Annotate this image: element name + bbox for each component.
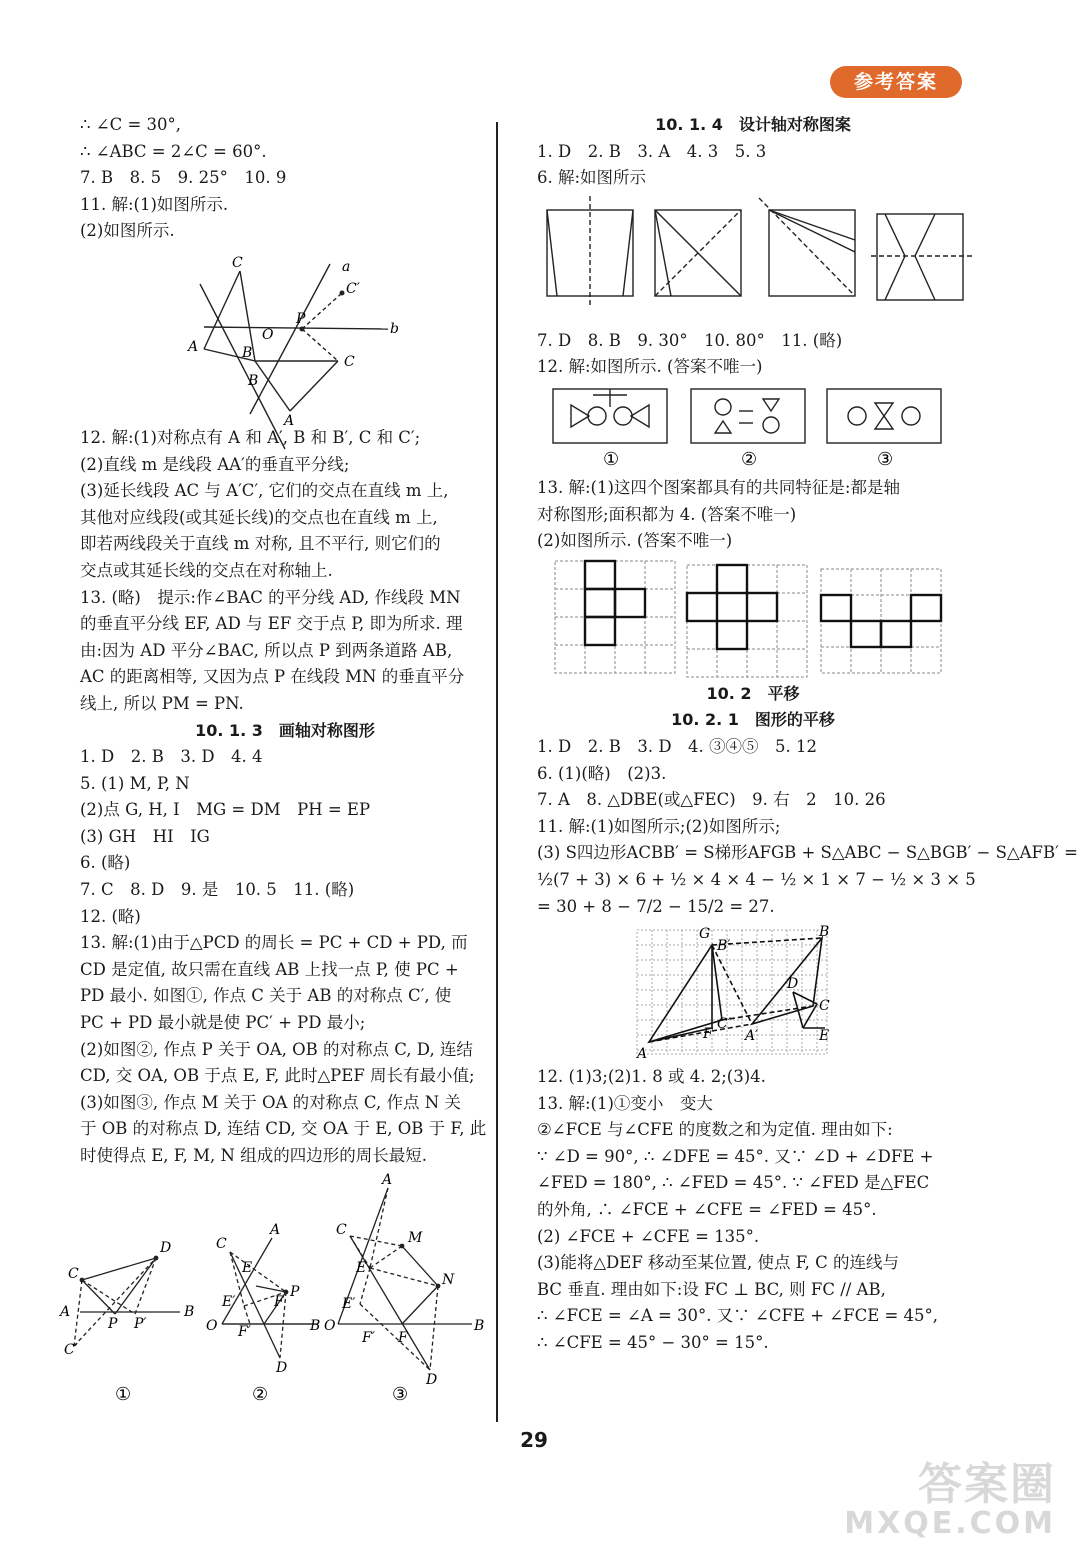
text-line: 由:因为 AD 平分∠BAC, 所以点 P 到两条道路 AB, [80,640,453,660]
figure-6-squares [537,196,977,324]
text-line: = 30 + 8 − 7/2 − 15/2 = 27. [537,896,775,916]
text-line: (2)点 G, H, I MG = DM PH = EP [80,800,371,820]
svg-text:G: G [699,926,711,943]
svg-text:E′: E′ [342,1295,356,1312]
text-line: 7. C 8. D 9. 是 10. 5 11. (略) [80,880,355,900]
section-heading: 10. 2 平移 [706,683,800,703]
text-line: 13. 解:(1)由于△PCD 的周长 = PC + CD + PD, 而 [80,933,468,953]
svg-text:A: A [382,1171,393,1188]
svg-text:N: N [442,1271,455,1288]
figure-label: ② [252,1383,269,1405]
svg-text:B′: B′ [717,938,731,955]
text-line: (2)直线 m 是线段 AA′的垂直平分线; [80,454,350,474]
figure-12-patterns [537,385,977,471]
svg-text:E: E [356,1259,367,1276]
text-line: ∴ ∠FCE = ∠A = 30°. 又∵ ∠CFE + ∠FCE = 45°, [537,1306,939,1326]
text-line: ②∠FCE 与∠CFE 的度数之和为定值. 理由如下: [537,1120,893,1140]
svg-text:A: A [60,1303,71,1320]
text-line: ∵ ∠D = 90°, ∴ ∠DFE = 45°. 又∵ ∠D + ∠DFE + [537,1146,934,1166]
text-line: 7. A 8. △DBE(或△FEC) 9. 右 2 10. 26 [537,790,886,810]
page-number: 29 [520,1428,548,1452]
svg-text:D: D [787,976,799,993]
text-line: 12. (1)3;(2)1. 8 或 4. 2;(3)4. [537,1067,766,1087]
svg-text:D: D [160,1239,172,1256]
watermark-line: 答案圈 [918,1459,1056,1510]
text-line: 1. D 2. B 3. D 4. 4 [80,747,263,767]
watermark-line: MXQE.COM [844,1506,1056,1541]
svg-text:C: C [819,998,830,1015]
left-column [60,112,490,1410]
text-line: 时使得点 E, F, M, N 组成的四边形的周长最短. [80,1146,427,1165]
svg-text:D: D [426,1371,438,1388]
svg-text:E′: E′ [222,1293,236,1310]
text-line: (3)能将△DEF 移动至某位置, 使点 F, C 的连线与 [537,1253,900,1273]
text-line: 6. (1)(略) (2)3. [537,763,667,783]
figure-label: ③ [877,448,894,470]
svg-text:a: a [342,258,351,275]
svg-text:C′: C′ [717,1016,731,1033]
text-line: 1. D 2. B 3. D 4. ③④⑤ 5. 12 [537,736,818,756]
text-line: 1. D 2. B 3. A 4. 3 5. 3 [537,141,767,161]
column-divider [496,122,498,1422]
svg-text:M: M [408,1229,423,1246]
text-line: 6. (略) [80,853,131,873]
text-line: 13. (略) 提示:作∠BAC 的平分线 AD, 作线段 MN [80,587,461,607]
text-line: (2)如图所示. (答案不唯一) [537,531,733,551]
svg-text:b: b [390,320,399,337]
text-line: ∴ ∠CFE = 45° − 30° = 15°. [537,1333,769,1353]
svg-text:C: C [232,254,243,271]
svg-text:P: P [296,310,306,327]
watermark [844,1448,1056,1541]
text-line: 13. 解:(1)这四个图案都具有的共同特征是:都是轴 [537,477,900,497]
text-line: CD, 交 OA, OB 于点 E, F, 此时△PEF 周长有最小值; [80,1066,475,1086]
svg-text:O: O [324,1317,336,1334]
svg-text:B: B [819,924,830,941]
figure-label: ② [741,448,758,470]
svg-text:A: A [270,1221,281,1238]
svg-text:A: A [637,1046,648,1063]
text-line: (3)如图③, 作点 M 关于 OA 的对称点 C, 作点 N 关 [80,1092,461,1112]
text-line: PD 最小. 如图①, 作点 C 关于 AB 的对称点 C′, 使 [80,986,452,1006]
text-line: CD 是定值, 故只需在直线 AB 上找一点 P, 使 PC + [80,959,459,979]
svg-text:B: B [184,1303,195,1320]
svg-text:C: C [216,1235,227,1252]
svg-text:B: B [310,1317,321,1334]
text-line: 线上, 所以 PM = PN. [80,693,244,713]
svg-text:B: B [474,1317,485,1334]
text-line: ½(7 + 3) × 6 + ½ × 4 × 4 − ½ × 1 × 7 − ½ × 3 × 5 [537,869,976,889]
text-line: ∴ ∠C = 30°, [80,115,181,134]
text-line: 其他对应线段(或其延长线)的交点也在直线 m 上, [80,507,438,527]
svg-text:D: D [276,1359,288,1376]
figure-11-symmetry [80,249,490,429]
answer-key-badge: 参考答案 [830,66,962,98]
text-line: (3) S四边形ACBB′ = S梯形AFGB + S△ABC − S△BGB′ − S△AFB′ = [537,843,1078,863]
text-line: 对称图形;面积都为 4. (答案不唯一) [537,504,797,524]
svg-text:O: O [262,326,274,343]
svg-text:E: E [819,1028,830,1045]
figure-13-grid-patterns [537,559,977,677]
text-line: 的外角, ∴ ∠FCE + ∠CFE = ∠FED = 45°. [537,1200,877,1220]
svg-text:A: A [284,412,295,429]
text-line: 12. (略) [80,906,141,926]
text-line: 12. 解:如图所示. (答案不唯一) [537,357,763,377]
svg-text:B: B [248,372,259,389]
text-line: PC + PD 最小就是使 PC′ + PD 最小; [80,1013,366,1033]
svg-text:C′: C′ [346,280,360,297]
figure-13-three-diagrams [60,1171,490,1406]
svg-text:A′: A′ [745,1028,759,1045]
svg-text:F: F [274,1293,284,1310]
text-line: ∠FED = 180°, ∴ ∠FED = 45°. ∵ ∠FED 是△FEC [537,1173,930,1193]
figure-label: ① [115,1383,132,1405]
text-line: (2)如图所示. [80,221,175,241]
svg-text:C: C [344,353,355,370]
text-line: 11. 解:(1)如图所示. [80,194,229,214]
svg-text:C: C [336,1221,347,1238]
svg-text:P: P [108,1315,118,1332]
svg-text:C: C [68,1265,79,1282]
text-line: 13. 解:(1)①变小 变大 [537,1093,713,1113]
text-line: 于 OB 的对称点 D, 连结 CD, 交 OA 于 E, OB 于 F, 此 [80,1119,487,1139]
text-line: (3)延长线段 AC 与 A′C′, 它们的交点在直线 m 上, [80,481,449,501]
svg-text:F: F [398,1329,408,1346]
section-heading: 10. 2. 1 图形的平移 [671,710,835,730]
svg-text:B: B [242,344,253,361]
svg-text:C′: C′ [64,1341,78,1358]
text-line: 的垂直平分线 EF, AD 与 EF 交于点 P, 即为所求. 理 [80,614,463,634]
svg-text:F: F [703,1026,713,1043]
text-line: (3) GH HI IG [80,826,210,846]
text-line: 5. (1) M, P, N [80,773,190,793]
text-line: 即若两线段关于直线 m 对称, 且不平行, 则它们的 [80,534,441,554]
svg-text:F′: F′ [362,1329,375,1346]
text-line: ∴ ∠ABC = 2∠C = 60°. [80,141,267,161]
svg-text:F′: F′ [238,1323,251,1340]
figure-label: ① [603,448,620,470]
text-line: (2)如图②, 作点 P 关于 OA, OB 的对称点 C, D, 连结 [80,1039,473,1059]
text-line: 12. 解:(1)对称点有 A 和 A′, B 和 B′, C 和 C′; [80,427,421,447]
text-line: 11. 解:(1)如图所示;(2)如图所示; [537,816,781,836]
svg-text:P′: P′ [134,1315,147,1332]
svg-text:A: A [188,338,199,355]
text-line: BC 垂直. 理由如下:设 FC ⊥ BC, 则 FC // AB, [537,1279,886,1299]
text-line: 7. B 8. 5 9. 25° 10. 9 [80,168,287,188]
section-heading: 10. 1. 4 设计轴对称图案 [655,115,851,134]
svg-text:O: O [206,1317,218,1334]
section-heading: 10. 1. 3 画轴对称图形 [195,720,375,740]
text-line: 6. 解:如图所示 [537,168,647,188]
text-line: (2) ∠FCE + ∠CFE = 135°. [537,1226,760,1246]
text-line: AC 的距离相等, 又因为点 P 在线段 MN 的垂直平分 [80,667,465,687]
figure-label: ③ [392,1383,409,1405]
text-line: 7. D 8. B 9. 30° 10. 80° 11. (略) [537,330,843,350]
right-column [537,112,1078,1357]
svg-text:P: P [290,1283,300,1300]
figure-11-translation-grid [537,924,977,1063]
svg-text:E: E [242,1259,253,1276]
text-line: 交点或其延长线的交点在对称轴上. [80,560,333,580]
